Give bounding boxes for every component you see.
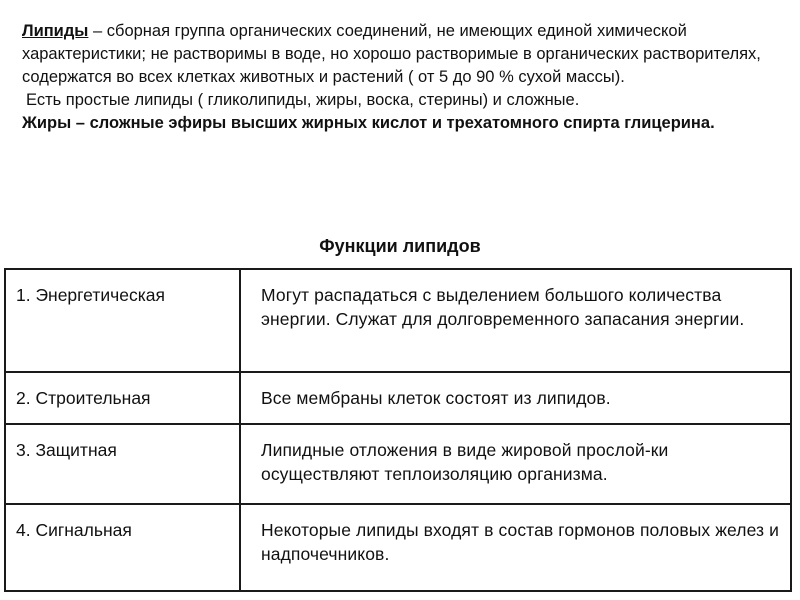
lipid-definition (22, 20, 784, 89)
table-title: Функции липидов (319, 236, 481, 256)
intro-text-block (22, 20, 784, 135)
lipid-functions-table (4, 268, 792, 592)
function-name: 4. Сигнальная (6, 505, 241, 590)
table-row (6, 373, 790, 425)
term-lipids: Липиды (22, 22, 89, 40)
function-name: 2. Строительная (6, 373, 241, 423)
table-row (6, 505, 790, 590)
function-name: 1. Энергетическая (6, 270, 241, 371)
table-row (6, 425, 790, 505)
function-name: 3. Защитная (6, 425, 241, 503)
function-description: Липидные отложения в виде жировой прослой-ки осуществляют теплоизоляцию организма. (261, 440, 669, 484)
function-description: Некоторые липиды входят в состав гормонов половых желез и надпочечников. (261, 520, 779, 564)
definition-text: – сборная группа органических соединений, не имеющих единой химической характеристики; не растворимы в воде, но хорошо растворимые в органических растворителях, содержатся во всех клетках животных и растений ( от 5 до 90 % сухой массы). (22, 22, 761, 86)
lipid-types: Есть простые липиды ( гликолипиды, жиры, воска, стерины) и сложные. (26, 91, 580, 109)
function-description: Все мембраны клеток состоят из липидов. (261, 388, 611, 408)
function-description: Могут распадаться с выделением большого количества энергии. Служат для долговременного запасания энергии. (261, 285, 745, 329)
table-row (6, 270, 790, 373)
fats-definition: Жиры – сложные эфиры высших жирных кислот и трехатомного спирта глицерина. (22, 114, 715, 132)
